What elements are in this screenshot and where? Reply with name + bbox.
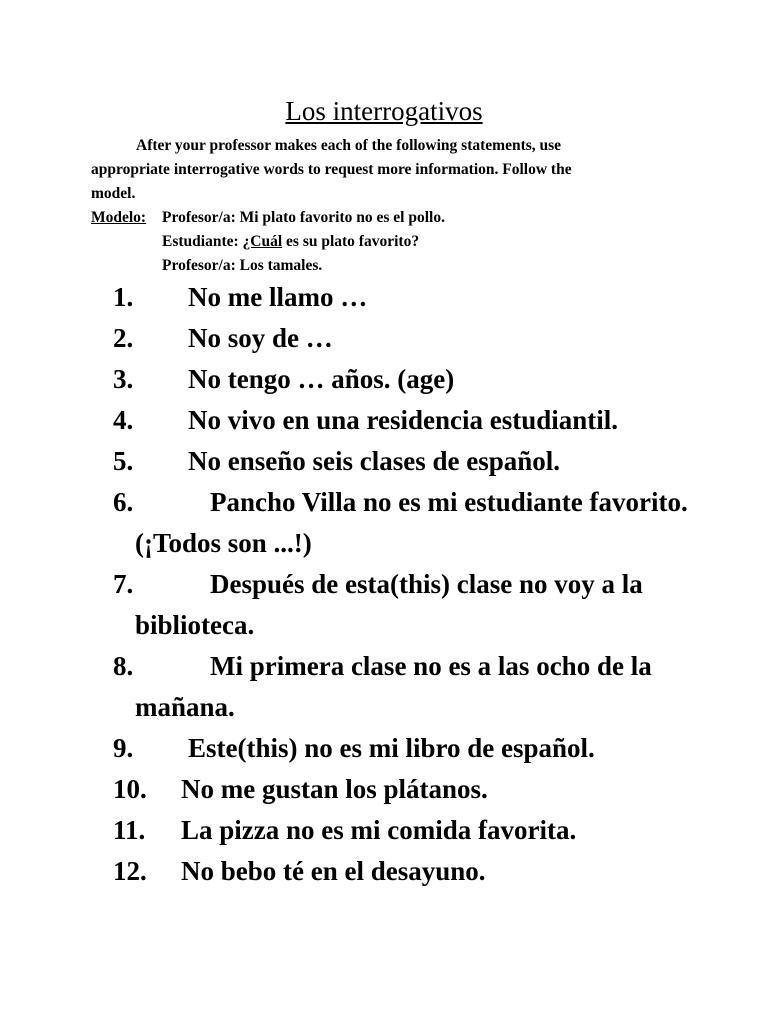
- list-item: [113, 728, 693, 769]
- instructions-line: [91, 134, 671, 158]
- list-item: [113, 277, 693, 318]
- model-line-1: Profesor/a: Mi plato favorito no es el pollo.: [162, 209, 445, 226]
- statement-list: [113, 277, 693, 892]
- instructions-line-2: appropriate interrogative words to request more information. Follow the: [91, 161, 572, 178]
- item-text: No soy de …: [188, 323, 333, 353]
- item-number: 10.: [113, 774, 147, 804]
- list-item: [113, 851, 693, 892]
- model-line-2-prefix: Estudiante:: [162, 233, 243, 250]
- item-number: 8.: [113, 651, 134, 681]
- item-text: No me gustan los plátanos.: [181, 774, 488, 804]
- item-text: No enseño seis clases de español.: [188, 446, 561, 476]
- model-line-2-underlined: ¿Cuál: [242, 233, 283, 250]
- instructions-line-1: After your professor makes each of the following statements, use: [136, 137, 562, 154]
- list-item: [113, 441, 693, 482]
- item-number: 4.: [113, 405, 134, 435]
- model-label: Modelo:: [91, 209, 147, 226]
- model-row-2: [91, 230, 691, 254]
- list-item: [113, 318, 693, 359]
- list-item: [113, 359, 693, 400]
- item-text: La pizza no es mi comida favorita.: [181, 815, 577, 845]
- list-item: [113, 482, 693, 564]
- item-text: No me llamo …: [188, 282, 368, 312]
- list-item: [113, 769, 693, 810]
- list-item: [113, 810, 693, 851]
- item-number: 11.: [113, 815, 146, 845]
- item-number: 1.: [113, 282, 134, 312]
- model-row-1: [91, 206, 691, 230]
- item-number: 3.: [113, 364, 134, 394]
- item-number: 2.: [113, 323, 134, 353]
- model-example: [91, 206, 691, 278]
- list-item: [113, 400, 693, 441]
- item-text: No vivo en una residencia estudiantil.: [188, 405, 619, 435]
- instructions-line-3: model.: [91, 185, 136, 202]
- item-text: No bebo té en el desayuno.: [181, 856, 486, 886]
- model-row-3: [91, 254, 691, 278]
- item-text: Este(this) no es mi libro de español.: [188, 733, 595, 763]
- list-item: [113, 646, 693, 728]
- item-number: 6.: [113, 487, 134, 517]
- item-text: Después de esta(this) clase no voy a la biblioteca.: [135, 569, 643, 640]
- item-number: 12.: [113, 856, 147, 886]
- item-number: 7.: [113, 569, 134, 599]
- item-text: Mi primera clase no es a las ocho de la mañana.: [135, 651, 652, 722]
- item-text: No tengo … años. (age): [188, 364, 455, 394]
- model-line-2-suffix: es su plato favorito?: [282, 233, 420, 250]
- instructions-paragraph: [91, 134, 671, 206]
- item-number: 5.: [113, 446, 134, 476]
- item-text: Pancho Villa no es mi estudiante favorito. (¡Todos son ...!): [135, 487, 688, 558]
- list-item: [113, 564, 693, 646]
- item-number: 9.: [113, 733, 134, 763]
- model-line-2: [162, 230, 419, 254]
- model-line-3: Profesor/a: Los tamales.: [162, 257, 323, 274]
- page-title: Los interrogativos: [285, 96, 483, 126]
